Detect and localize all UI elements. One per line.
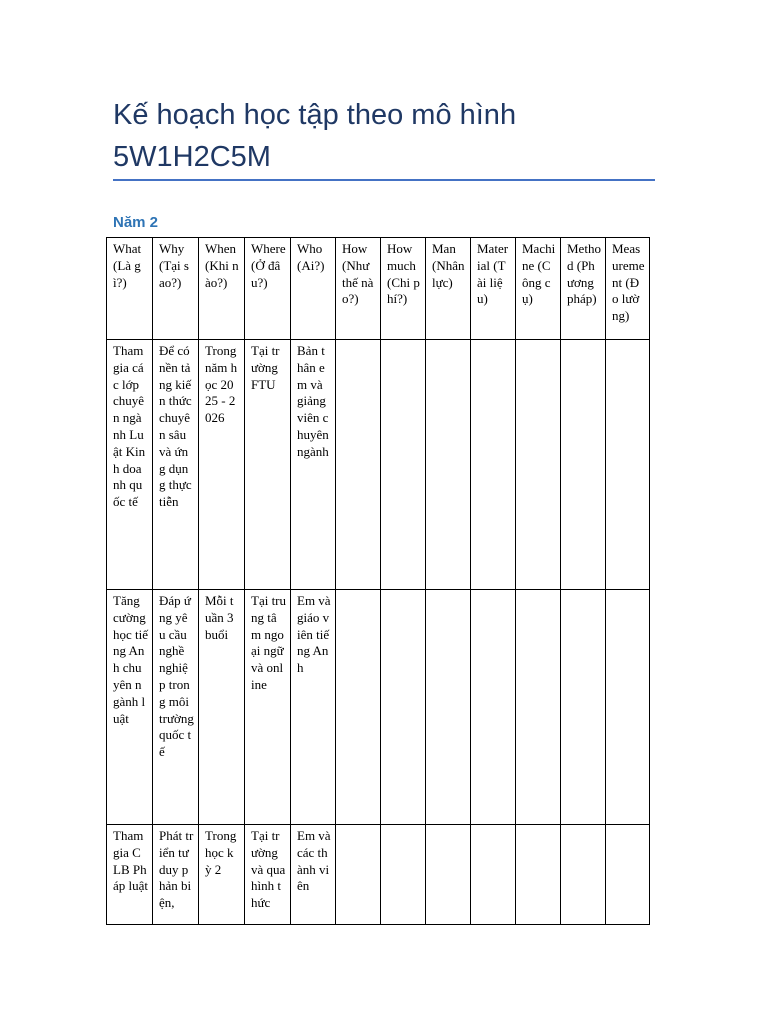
cell-method bbox=[561, 825, 606, 925]
header-method: Method (Phương pháp) bbox=[561, 238, 606, 340]
header-why: Why (Tại sao?) bbox=[153, 238, 199, 340]
cell-when: Mỗi tuần 3 buổi bbox=[199, 590, 245, 825]
header-when: When (Khi nào?) bbox=[199, 238, 245, 340]
cell-who: Bản thân em và giảng viên chuyên ngành bbox=[291, 340, 336, 590]
cell-when: Trong năm học 2025 - 2026 bbox=[199, 340, 245, 590]
cell-where: Tại trường FTU bbox=[245, 340, 291, 590]
header-material: Material (Tài liệu) bbox=[471, 238, 516, 340]
section-heading: Năm 2 bbox=[113, 214, 159, 231]
table-header-row bbox=[107, 238, 650, 340]
header-man: Man (Nhân lực) bbox=[426, 238, 471, 340]
cell-what: Tham gia CLB Pháp luật bbox=[107, 825, 153, 925]
cell-measurement bbox=[606, 590, 650, 825]
title-underline bbox=[113, 179, 655, 181]
cell-material bbox=[471, 340, 516, 590]
cell-how-much bbox=[381, 825, 426, 925]
table-row bbox=[107, 340, 650, 590]
cell-how bbox=[336, 825, 381, 925]
cell-man bbox=[426, 340, 471, 590]
cell-why: Để có nền tảng kiến thức chuyên sâu và ứng dụng thực tiễn bbox=[153, 340, 199, 590]
header-machine: Machine (Công cụ) bbox=[516, 238, 561, 340]
header-how: How (Như thế nào?) bbox=[336, 238, 381, 340]
cell-how bbox=[336, 590, 381, 825]
cell-how-much bbox=[381, 340, 426, 590]
cell-measurement bbox=[606, 340, 650, 590]
cell-material bbox=[471, 825, 516, 925]
header-measurement: Measurement (Đo lường) bbox=[606, 238, 650, 340]
cell-man bbox=[426, 590, 471, 825]
table-row bbox=[107, 825, 650, 925]
cell-machine bbox=[516, 590, 561, 825]
header-what: What (Là gì?) bbox=[107, 238, 153, 340]
document-title: Kế hoạch học tập theo mô hình 5W1H2C5M bbox=[113, 99, 517, 173]
cell-who: Em và các thành viên bbox=[291, 825, 336, 925]
cell-how bbox=[336, 340, 381, 590]
cell-material bbox=[471, 590, 516, 825]
cell-man bbox=[426, 825, 471, 925]
header-where: Where (Ở đâu?) bbox=[245, 238, 291, 340]
header-how-much: How much (Chi phí?) bbox=[381, 238, 426, 340]
cell-where: Tại trường và qua hình thức bbox=[245, 825, 291, 925]
cell-machine bbox=[516, 340, 561, 590]
cell-who: Em và giáo viên tiếng Anh bbox=[291, 590, 336, 825]
cell-why: Phát triển tư duy phản biện, bbox=[153, 825, 199, 925]
cell-measurement bbox=[606, 825, 650, 925]
cell-where: Tại trung tâm ngoại ngữ và online bbox=[245, 590, 291, 825]
plan-table bbox=[106, 237, 650, 925]
table-row bbox=[107, 590, 650, 825]
cell-what: Tham gia các lớp chuyên ngành Luật Kinh doanh quốc tế bbox=[107, 340, 153, 590]
cell-method bbox=[561, 590, 606, 825]
header-who: Who (Ai?) bbox=[291, 238, 336, 340]
cell-what: Tăng cường học tiếng Anh chuyên ngành luật bbox=[107, 590, 153, 825]
cell-method bbox=[561, 340, 606, 590]
cell-when: Trong học kỳ 2 bbox=[199, 825, 245, 925]
cell-how-much bbox=[381, 590, 426, 825]
cell-why: Đáp ứng yêu cầu nghề nghiệp trong môi trường quốc tế bbox=[153, 590, 199, 825]
cell-machine bbox=[516, 825, 561, 925]
